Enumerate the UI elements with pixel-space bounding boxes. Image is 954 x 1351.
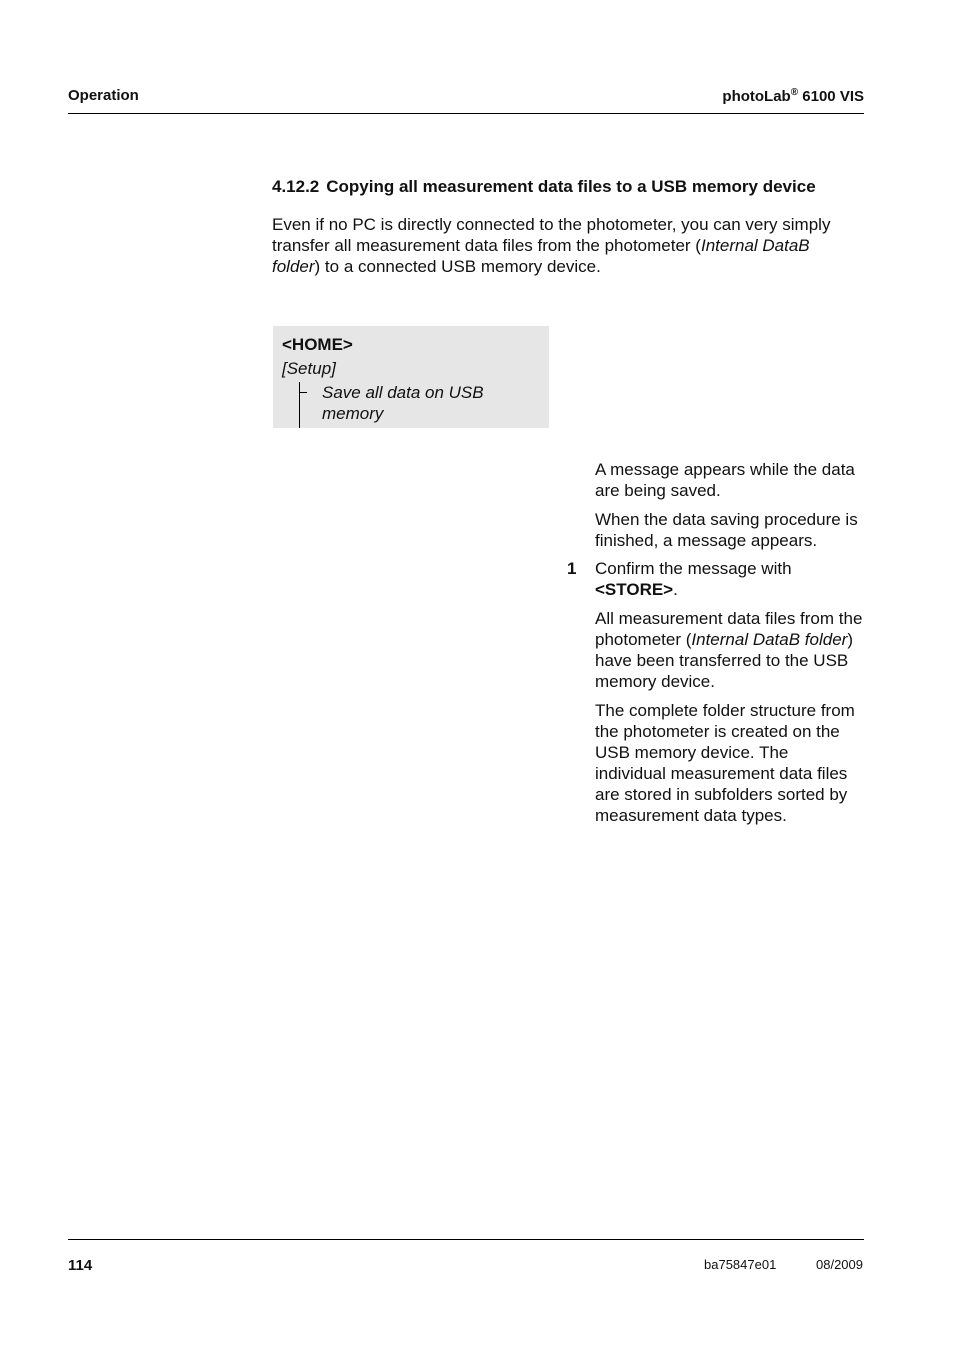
section-number: 4.12.2 — [272, 177, 320, 196]
footer-rule — [68, 1239, 864, 1240]
page-number: 114 — [68, 1257, 93, 1274]
menu-path-box — [273, 326, 549, 428]
section-title: Copying all measurement data files to a USB memory device — [326, 177, 816, 196]
paragraph-message-appears: A message appears while the data are being saved. — [595, 460, 855, 500]
registered-mark: ® — [790, 87, 799, 98]
header-section-name: Operation — [68, 87, 139, 104]
document-date: 08/2009 — [816, 1257, 863, 1272]
intro-paragraph — [272, 214, 862, 277]
intro-text-2: ) to a connected USB memory device. — [314, 257, 601, 276]
tree-branch-line — [299, 392, 307, 393]
menu-setup-submenu: [Setup] — [282, 359, 336, 378]
paragraph-saving-finished: When the data saving procedure is finished, a message appears. — [595, 510, 858, 550]
intro-italic: Internal DataB folder — [272, 236, 810, 276]
step-text: Confirm the message with — [595, 559, 792, 578]
header-product-suffix: 6100 VIS — [798, 88, 864, 105]
p3-text-2: ) have been transferred to the USB memory device. — [595, 630, 853, 691]
document-id: ba75847e01 — [704, 1257, 777, 1272]
header-product-name — [722, 87, 864, 105]
section-heading — [272, 177, 816, 197]
p3-text-1: All measurement data files from the photometer ( — [595, 609, 863, 649]
intro-text-1: Even if no PC is directly connected to the photometer, you can very simply transfer all measurement data files from the photometer ( — [272, 215, 831, 255]
tree-vertical-line — [299, 382, 300, 428]
store-key: <STORE> — [595, 580, 674, 599]
p3-italic: Internal DataB folder — [691, 630, 848, 649]
step-number: 1 — [567, 559, 577, 578]
step-end: . — [673, 580, 678, 599]
step-confirm-message — [595, 558, 863, 600]
header-rule — [68, 113, 864, 114]
menu-save-all-item: Save all data on USB memory — [322, 383, 484, 423]
paragraph-files-transferred — [595, 608, 863, 692]
menu-home-key: <HOME> — [282, 335, 353, 354]
paragraph-folder-structure: The complete folder structure from the photometer is created on the USB memory device. The individual measurement data files are stored in subfolders sorted by measurement data types. — [595, 701, 855, 825]
header-product-prefix: photoLab — [722, 88, 791, 105]
